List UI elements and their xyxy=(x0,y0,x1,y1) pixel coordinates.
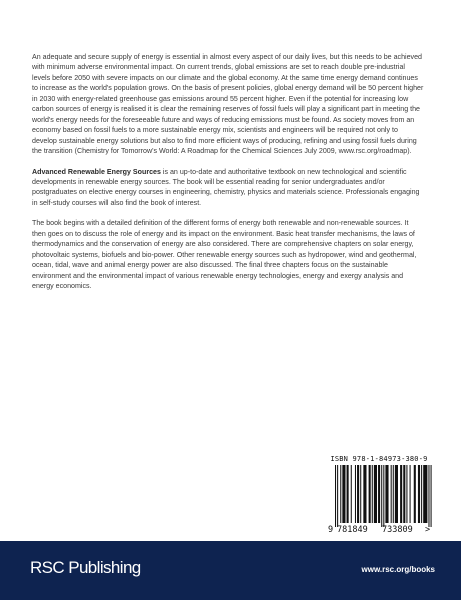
barcode-bar xyxy=(393,465,394,523)
paragraph-intro: An adequate and secure supply of energy is essential in almost every aspect of our daily lives, but this needs to be achieved with minimum adverse environmental impact. On current trends, global emissions are set to reach double pre-industrial levels before 2050 with severe impacts on our climate and the global economy. At the same time energy demand continues to increase as the world's population grows. On the basis of present policies, global energy demand will be 50 percent higher in 2030 with energy-related greenhouse gas emissions around 55 percent higher. Even if the potential for increasing low carbon sources of energy is realised it is clear the remaining reserves of fossil fuels will play a significant part in meeting the world's energy needs for the foreseeable future and ways of reducing emissions must be found. As society moves from an economy based on fossil fuels to a more sustainable energy mix, scientists and engineers will be required not only to develop sustainable energy solutions but also to find more efficient ways of producing, refining and using fossil fuels during the transition (Chemistry for Tomorrow's World: A Roadmap for the Chemical Sciences July 2009, www.rsc.org/roadmap). xyxy=(32,53,424,156)
barcode-digits-right: 733809 xyxy=(382,525,413,535)
barcode-bar xyxy=(428,465,429,527)
barcode-end-mark: > xyxy=(425,525,431,535)
barcode-bar xyxy=(372,465,373,523)
barcode-bar xyxy=(391,465,392,523)
barcode-bar xyxy=(383,465,384,527)
paragraph-book-summary xyxy=(32,167,424,209)
isbn-barcode xyxy=(326,454,432,535)
barcode-bar xyxy=(337,465,338,527)
publisher-logo: RSC Publishing xyxy=(30,558,141,577)
publisher-url[interactable]: www.rsc.org/books xyxy=(361,565,435,574)
book-title: Advanced Renewable Energy Sources xyxy=(32,167,161,176)
barcode-bar xyxy=(340,465,341,523)
barcode-bar xyxy=(431,465,432,527)
back-cover-text xyxy=(32,52,424,302)
barcode-bar xyxy=(418,465,420,523)
barcode-bar xyxy=(410,465,411,523)
barcode-bar xyxy=(385,465,388,523)
barcode-bar xyxy=(381,465,382,527)
barcode-bar xyxy=(355,465,356,523)
barcode-bar xyxy=(360,465,361,523)
barcode-bar xyxy=(351,465,352,523)
barcode-bar xyxy=(395,465,398,523)
book-summary-text: is an up-to-date and authoritative textbook on new technological and scientific developments in renewable energy sources. The book will be essential reading for senior undergraduates and/or postgraduates on elective energy courses in engineering, chemistry, physics and materials science. Professionals engaging in self-study courses will also find the book of interest. xyxy=(32,167,420,207)
footer-bar xyxy=(0,541,461,600)
paragraph-contents: The book begins with a detailed definition of the different forms of energy both renewable and non-renewable sources. It then goes on to discuss the role of energy and its impact on the environment. Basic heat transfer mechanisms, the laws of thermodynamics and the conservation of energy are also considered. There are comprehensive chapters on solar energy, photovoltaic systems, biofuels and bio-power. Other renewable energy sources such as hydropower, wind and geothermal, ocean, tidal, wave and animal energy power are also discussed. The final three chapters focus on the sustainable environment and the environmental impact of various renewable energy technologies, energy and exergy analysis and energy economics. xyxy=(32,219,417,291)
barcode-bar xyxy=(342,465,345,523)
barcode-bar xyxy=(357,465,359,523)
barcode-bar xyxy=(363,465,366,523)
barcode-digit-first: 9 xyxy=(328,525,334,535)
barcode-bar xyxy=(374,465,377,523)
isbn-label: ISBN 978-1-84973-380-9 xyxy=(330,455,428,463)
barcode-bar xyxy=(423,465,427,523)
barcode-bar xyxy=(400,465,402,523)
barcode-bar xyxy=(378,465,380,523)
barcode-digits-left: 781849 xyxy=(337,525,368,535)
barcode-bar xyxy=(403,465,405,523)
barcode-bar xyxy=(347,465,349,523)
barcode-graphic xyxy=(326,464,432,535)
barcode-bar xyxy=(406,465,407,523)
barcode-bar xyxy=(421,465,422,523)
barcode-bar xyxy=(369,465,371,523)
barcode-bar xyxy=(335,465,336,527)
barcode-bar xyxy=(414,465,416,523)
